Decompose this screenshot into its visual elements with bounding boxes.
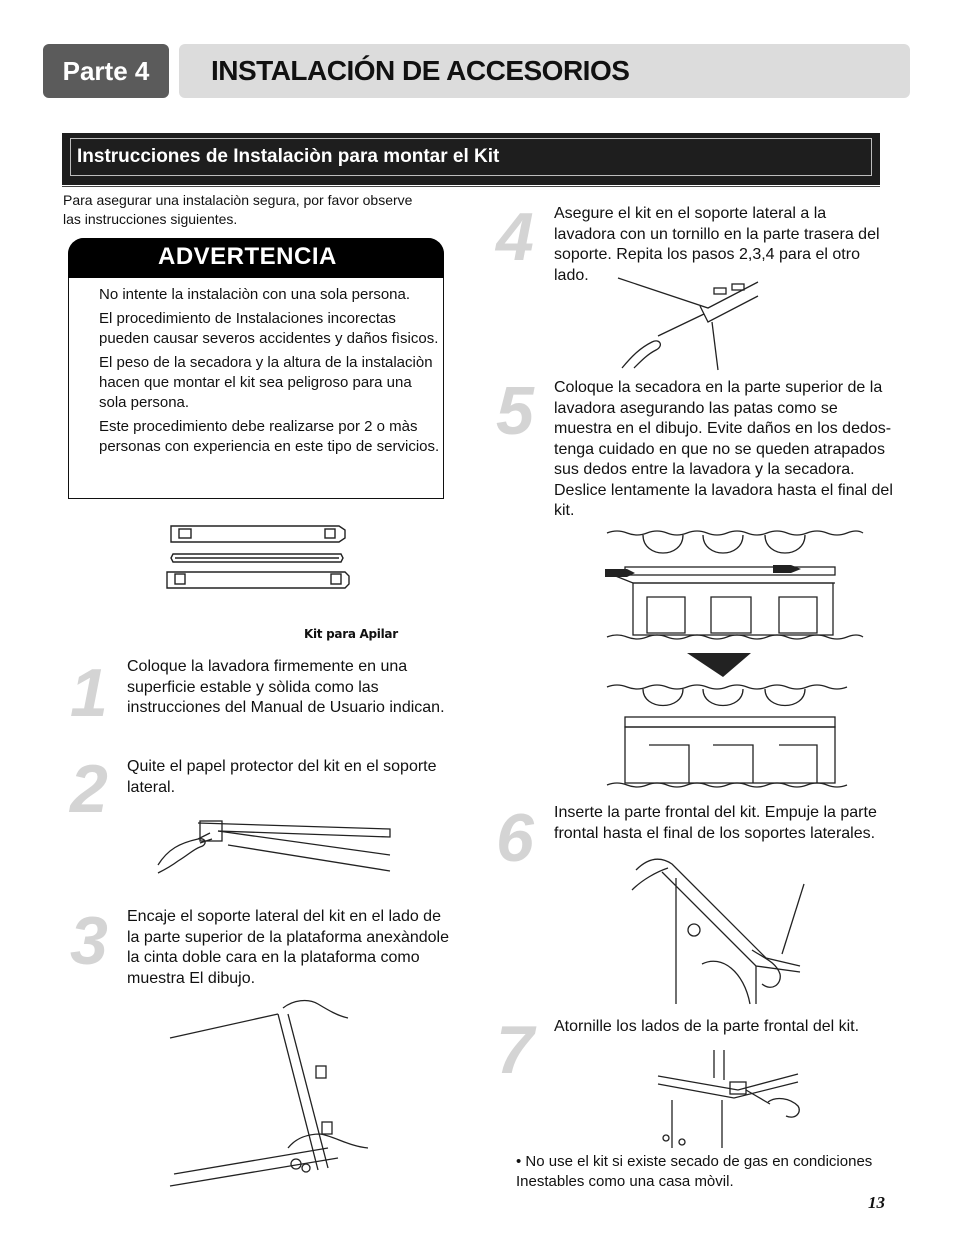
step-text: Atornille los lados de la parte frontal del kit. (554, 1018, 860, 1035)
warning-item: No intente la instalaciòn con una sola persona. (99, 286, 411, 303)
intro-text: Para asegurar una instalaciòn segura, por favor observe las instrucciones siguientes. (63, 192, 413, 227)
warning-header (68, 238, 444, 278)
page-title: INSTALACIÓN DE ACCESORIOS (179, 44, 910, 98)
step-number: 4 (496, 199, 534, 275)
step-text: Quite el papel protector del kit en el soporte lateral. (127, 758, 437, 796)
step-4-illustration (618, 276, 763, 374)
step-number: 1 (70, 655, 108, 731)
section-heading (62, 133, 880, 185)
step-3-illustration (168, 998, 378, 1190)
warning-item: El peso de la secadora y la altura de la instalaciòn hacen que montar el kit sea peligroso para una sola persona. (99, 354, 433, 411)
section-title: Instrucciones de Instalaciòn para montar el Kit (77, 146, 500, 167)
section-divider (62, 186, 880, 187)
step-number: 3 (70, 903, 108, 979)
step-7-illustration (658, 1050, 804, 1148)
warning-box (68, 238, 444, 499)
step-number: 7 (496, 1012, 534, 1088)
warning-title: ADVERTENCIA (158, 243, 337, 270)
warning-item: El procedimiento de Instalaciones incorectas pueden causar severos accidentes y daños fìsicos. (99, 310, 439, 347)
step-text: Coloque la lavadora firmemente en una superficie estable y sòlida como las instrucciones del Manual de Usuario indican. (127, 658, 445, 716)
kit-caption: Kit para Apilar (304, 627, 398, 641)
step-text: Coloque la secadora en la parte superior de la lavadora asegurando las patas como se muestra en el dibujo. Evite daños en los dedos- tenga cuidado en que no se queden atrapados sus dedos entre la lavadora y la secadora. Deslice lentamente la lavadora hasta el final del kit. (554, 379, 893, 519)
step-number: 2 (70, 751, 108, 827)
step-number: 5 (496, 373, 534, 449)
step-text: Inserte la parte frontal del kit. Empuje la parte frontal hasta el final de los soportes laterales. (554, 804, 877, 842)
step-text: Asegure el kit en el soporte lateral a la lavadora con un tornillo en la parte trasera del soporte. Repita los pasos 2,3,4 para el otro lado. (554, 205, 880, 284)
part-label: Parte 4 (43, 44, 169, 98)
warning-item: Este procedimiento debe realizarse por 2 o màs personas con experiencia en este tipo de servicios. (99, 418, 440, 455)
stacking-kit-illustration (165, 522, 355, 594)
step-5-illustration (603, 529, 865, 791)
note-text: • No use el kit si existe secado de gas en condiciones Inestables como una casa mòvil. (516, 1153, 873, 1190)
warning-list (99, 285, 443, 461)
step-2-illustration (158, 815, 393, 877)
page-number: 13 (868, 1193, 885, 1212)
step-number: 6 (496, 800, 534, 876)
step-text: Encaje el soporte lateral del kit en el lado de la parte superior de la plataforma anexàndole la cinta doble cara en la plataforma como muestra El dibujo. (127, 908, 449, 987)
step-6-illustration (632, 854, 810, 1004)
